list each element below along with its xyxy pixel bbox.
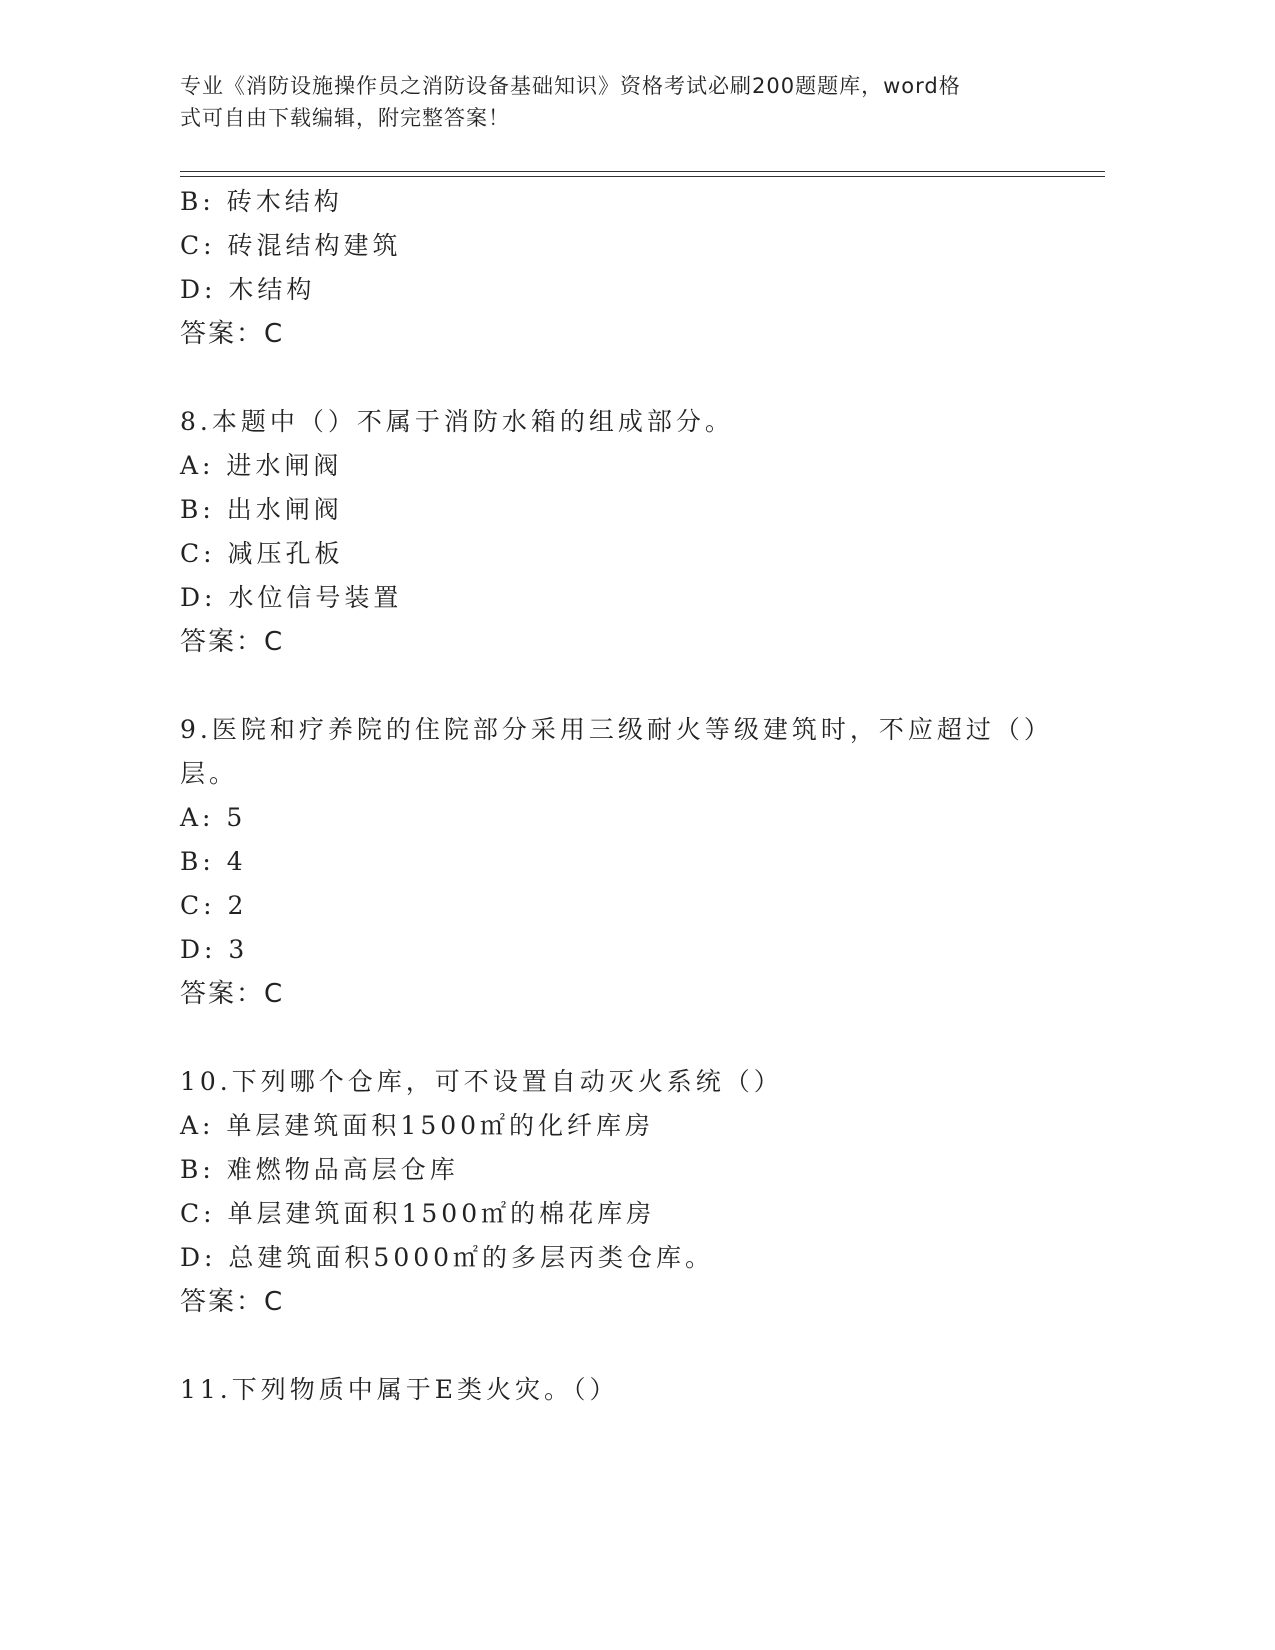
option-b: B: 出水闸阀 — [180, 495, 343, 524]
question-stem-line-1: 9.医院和疗养院的住院部分采用三级耐火等级建筑时，不应超过（） — [180, 715, 1053, 744]
question-8 — [180, 400, 1060, 664]
header-line-1: 专业《消防设施操作员之消防设备基础知识》资格考试必刷200题题库，word格 — [180, 74, 961, 98]
option-a: A: 单层建筑面积1500㎡的化纤库房 — [180, 1111, 655, 1140]
question-stem: 11.下列物质中属于E类火灾。（） — [180, 1375, 619, 1404]
spacer — [180, 1016, 1060, 1060]
answer-line: 答案：C — [180, 627, 285, 657]
option-b: B: 4 — [180, 847, 247, 876]
header-rule-top — [180, 171, 1105, 172]
option-b: B: 砖木结构 — [180, 187, 343, 216]
question-continuation — [180, 180, 1060, 356]
option-c: C: 砖混结构建筑 — [180, 231, 402, 260]
option-a: A: 5 — [180, 803, 247, 832]
answer-line: 答案：C — [180, 319, 285, 349]
option-b: B: 难燃物品高层仓库 — [180, 1155, 459, 1184]
question-11 — [180, 1368, 1060, 1412]
answer-line: 答案：C — [180, 979, 285, 1009]
question-stem-line-2: 层。 — [180, 759, 239, 788]
option-c: C: 单层建筑面积1500㎡的棉花库房 — [180, 1199, 656, 1228]
document-header — [180, 70, 1040, 134]
option-d: D: 3 — [180, 935, 249, 964]
question-9 — [180, 708, 1060, 1016]
spacer — [180, 1324, 1060, 1368]
header-rule-bottom — [180, 176, 1105, 177]
option-d: D: 木结构 — [180, 275, 316, 304]
header-line-2: 式可自由下载编辑，附完整答案！ — [180, 106, 510, 130]
option-c: C: 2 — [180, 891, 248, 920]
question-stem: 8.本题中（）不属于消防水箱的组成部分。 — [180, 407, 734, 436]
option-d: D: 总建筑面积5000㎡的多层丙类仓库。 — [180, 1243, 715, 1272]
question-10 — [180, 1060, 1060, 1324]
answer-line: 答案：C — [180, 1287, 285, 1317]
option-a: A: 进水闸阀 — [180, 451, 343, 480]
option-c: C: 减压孔板 — [180, 539, 344, 568]
spacer — [180, 664, 1060, 708]
question-stem: 10.下列哪个仓库，可不设置自动灭火系统（） — [180, 1067, 783, 1096]
option-d: D: 水位信号装置 — [180, 583, 403, 612]
question-content — [180, 180, 1060, 1412]
spacer — [180, 356, 1060, 400]
